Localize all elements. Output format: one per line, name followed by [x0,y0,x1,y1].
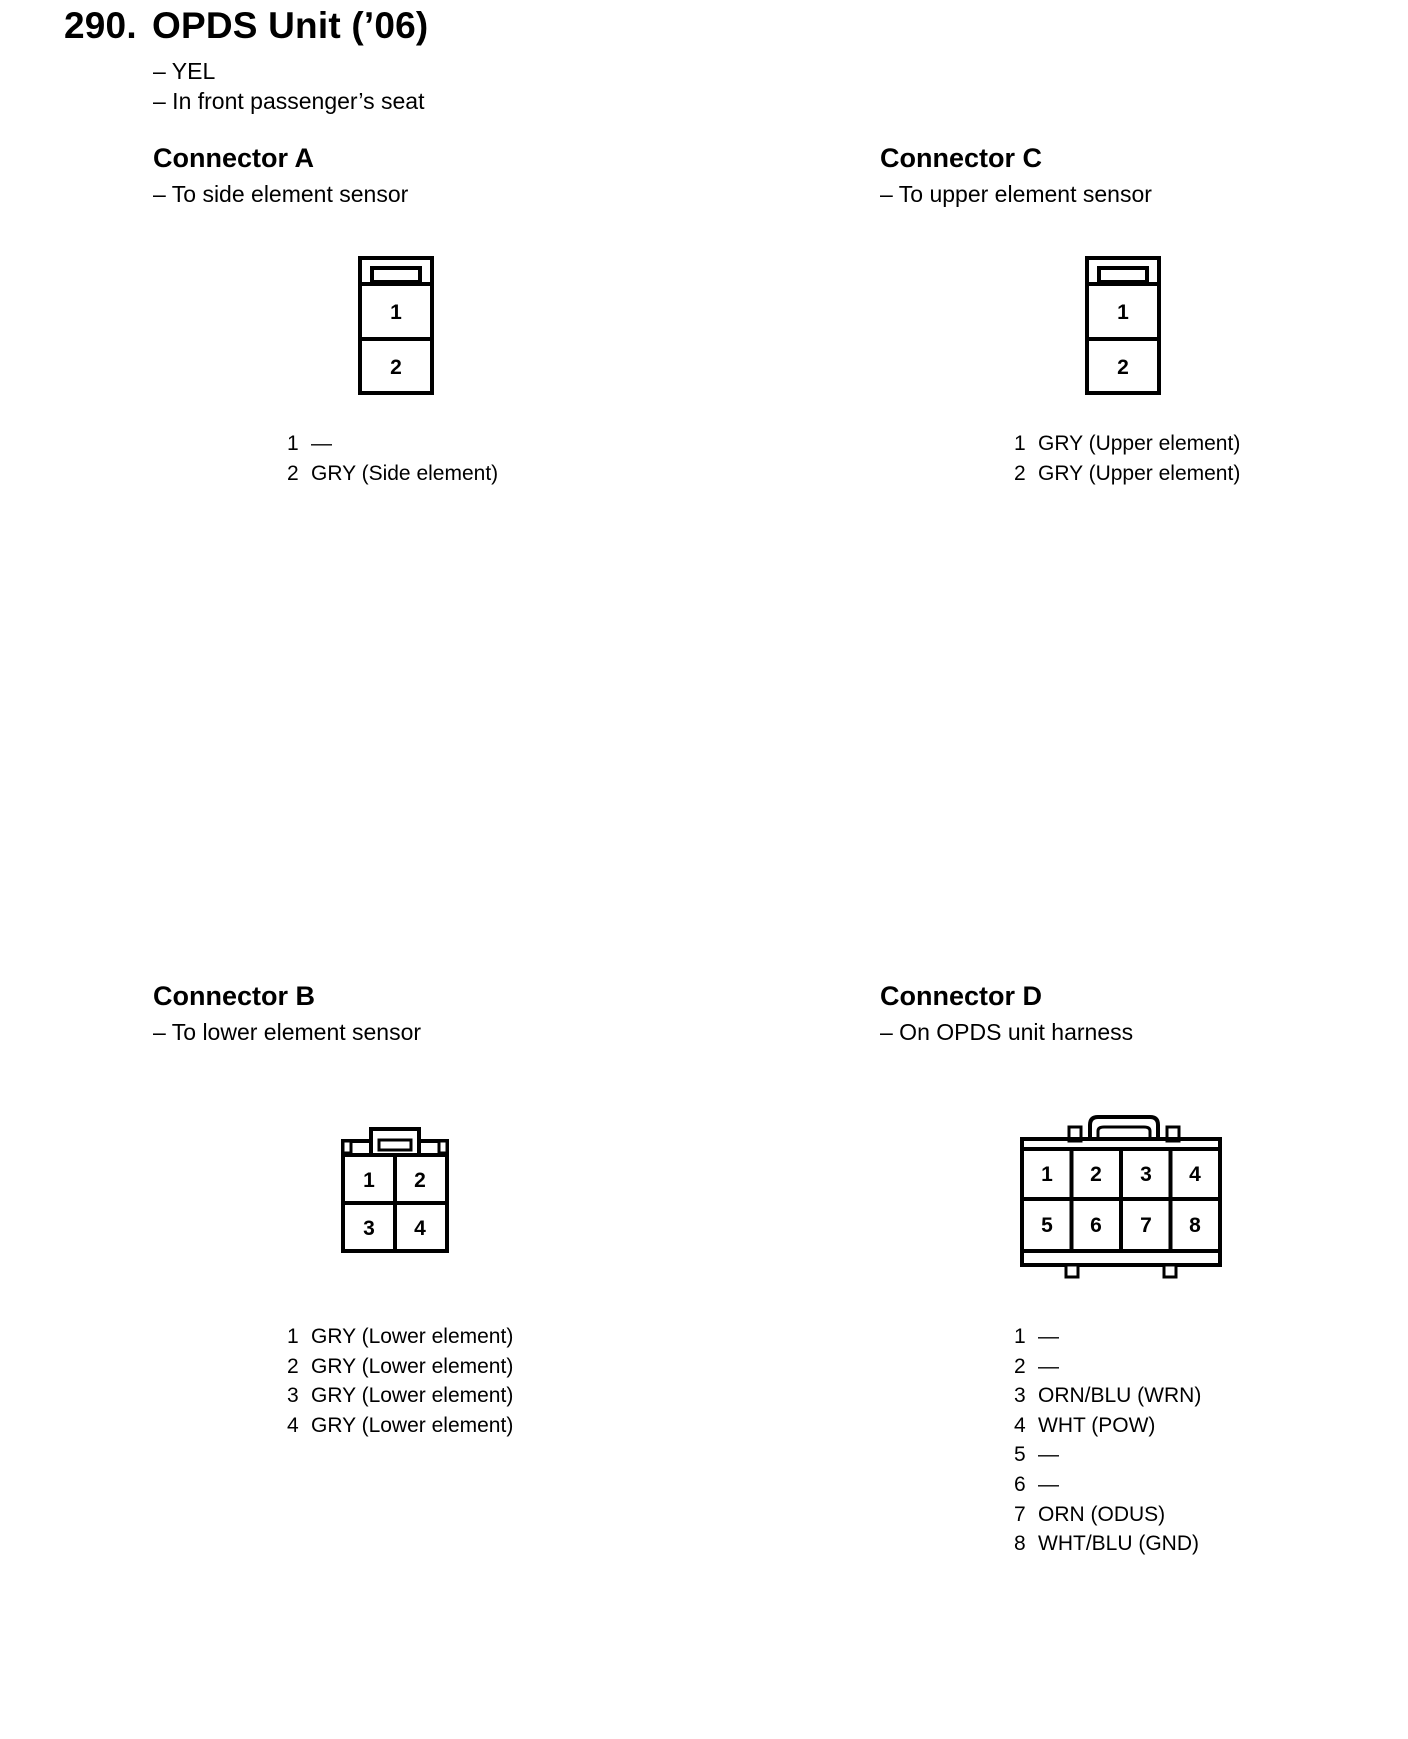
page-title [64,2,428,50]
pin-number: 5 [1014,1443,1026,1467]
connector-d-cavity-6: 6 [1090,1214,1102,1237]
pin-number: 8 [1014,1532,1026,1556]
pin-number: 1 [287,432,299,455]
pin-number: 2 [287,1354,299,1378]
connector-d-pin-list [1014,1322,1201,1559]
pin-number: 2 [1014,461,1026,485]
connector-d-heading: Connector D [880,981,1042,1011]
connector-a-cavity-2: 2 [390,356,402,379]
connector-d-section [880,979,1408,1739]
connector-c-cavity-1: 1 [1117,301,1129,324]
pin-row [1014,1470,1201,1500]
connector-c-section [880,141,1408,901]
connector-d-cavity-2: 2 [1090,1163,1102,1186]
pin-desc: — [311,432,332,455]
pin-desc: GRY (Side element) [311,461,499,485]
pin-desc: WHT (POW) [1038,1413,1156,1437]
pin-row [1014,1411,1201,1441]
pin-desc: ORN (ODUS) [1038,1502,1166,1526]
pin-number: 6 [1014,1472,1026,1496]
pin-desc: GRY (Lower element) [311,1384,514,1408]
connector-c-diagram [1085,256,1169,404]
pin-row [1014,1529,1201,1559]
pin-number: 4 [287,1413,299,1437]
connector-d-cavity-7: 7 [1140,1214,1152,1237]
connector-a-diagram [358,256,442,404]
location-note: – In front passenger’s seat [153,88,425,114]
pin-desc: GRY (Lower element) [311,1354,514,1378]
connector-b-section [153,979,813,1739]
connector-a-pin-list [287,429,498,488]
connector-d-cavity-3: 3 [1140,1163,1152,1186]
page-number: 290. [64,5,137,46]
pin-desc: ORN/BLU (WRN) [1038,1384,1202,1408]
connector-a-section [153,141,813,901]
pin-row [287,1381,513,1411]
connector-a-lock-tab [372,268,420,282]
connector-c-cavity-2: 2 [1117,356,1129,379]
pin-desc: GRY (Lower element) [311,1413,514,1437]
pin-number: 3 [1014,1384,1026,1408]
pin-row [287,459,498,489]
connector-d-cavity-4: 4 [1189,1163,1201,1186]
connector-b-diagram [341,1127,455,1261]
connector-c-lock-tab [1099,268,1147,282]
pin-desc: — [1038,1325,1059,1348]
connector-d-subtitle: – On OPDS unit harness [880,1019,1134,1045]
pin-row [1014,1500,1201,1530]
connector-d-cavity-8: 8 [1189,1214,1201,1237]
pin-row [1014,429,1240,459]
pin-desc: — [1038,1472,1059,1496]
pin-desc: — [1038,1443,1059,1467]
pin-number: 2 [1014,1354,1026,1378]
color-note: – YEL [153,58,216,84]
pin-row [1014,1440,1201,1470]
connector-b-cavity-2: 2 [414,1169,426,1192]
connector-b-heading: Connector B [153,981,315,1011]
connector-b-subtitle: – To lower element sensor [153,1019,422,1045]
connector-d-cavity-5: 5 [1041,1214,1053,1237]
pin-number: 2 [287,461,299,485]
pin-row [287,1322,513,1352]
connector-b-cavity-4: 4 [414,1217,426,1240]
connector-c-heading: Connector C [880,143,1042,173]
connector-b-pin-list [287,1322,513,1440]
page-notes [153,56,425,116]
pin-number: 1 [1014,1325,1026,1348]
pin-row [1014,1322,1201,1352]
connector-a-cavity-1: 1 [390,301,402,324]
connector-c-subtitle: – To upper element sensor [880,181,1152,207]
pin-row [287,1411,513,1441]
connector-d-diagram [1020,1111,1226,1281]
pin-desc: — [1038,1354,1059,1378]
pin-number: 3 [287,1384,299,1408]
pin-row [1014,1352,1201,1382]
pin-desc: GRY (Lower element) [311,1325,514,1348]
pin-number: 4 [1014,1413,1026,1437]
page-title-text: OPDS Unit (’06) [152,5,429,46]
pin-row [1014,459,1240,489]
pin-number: 7 [1014,1502,1026,1526]
pin-number: 1 [287,1325,299,1348]
connector-b-cavity-3: 3 [363,1217,375,1240]
connector-d-cavity-1: 1 [1041,1163,1053,1186]
pin-desc: WHT/BLU (GND) [1038,1532,1199,1556]
pin-number: 1 [1014,432,1026,455]
connector-c-pin-list [1014,429,1240,488]
pin-row [287,1352,513,1382]
pin-desc: GRY (Upper element) [1038,432,1241,455]
connector-b-cavity-1: 1 [363,1169,375,1192]
pin-row [1014,1381,1201,1411]
connector-a-subtitle: – To side element sensor [153,181,409,207]
pin-row [287,429,498,459]
pin-desc: GRY (Upper element) [1038,461,1241,485]
connector-a-heading: Connector A [153,143,314,173]
